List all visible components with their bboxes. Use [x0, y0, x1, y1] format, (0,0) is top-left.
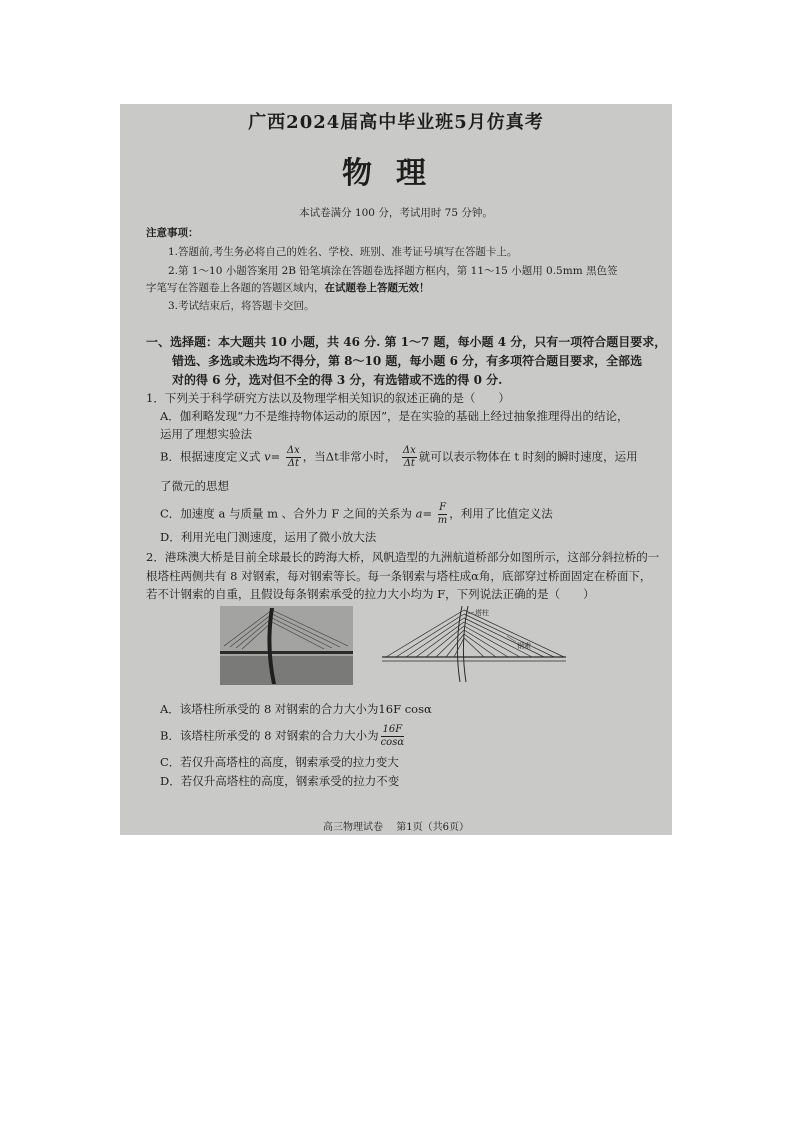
note-2b	[146, 280, 430, 295]
frac-numerator: 16F	[382, 724, 403, 735]
frac-numerator: Δx	[402, 445, 416, 456]
q1-b-pre: B．根据速度定义式	[160, 449, 261, 464]
note-2a: 2.第 1～10 小题答案用 2B 铅笔填涂在答题卷选择题方框内，第 11～15 小题用 0.5mm 黑色签	[168, 265, 618, 277]
q2-b-pre: B．该塔柱所承受的 8 对钢索的合力大小为	[160, 728, 379, 743]
frac-numerator: Δx	[286, 445, 300, 456]
q2-option-d: D．若仅升高塔柱的高度，钢索承受的拉力不变	[160, 774, 400, 788]
bridge-diagram	[382, 604, 572, 686]
q1-b-fraction	[286, 445, 301, 470]
bridge-photo	[220, 606, 353, 685]
frac-denominator: Δt	[403, 458, 415, 469]
q1-option-a-line2: 运用了理想实验法	[160, 427, 252, 441]
q2-stem-line2: 根塔柱两侧共有 8 对钢索，每对钢索等长。每一条钢索与塔柱成α角，底部穿过桥面固定在桥面下，	[146, 569, 652, 583]
subject-title: 物理	[342, 156, 450, 191]
bridge-diagram-drawing	[382, 604, 572, 686]
score-info: 本试卷满分 100 分，考试用时 75 分钟。	[299, 207, 493, 219]
label-cable: 钢索	[517, 642, 531, 650]
q1-b-post: 就可以表示物体在 t 时刻的瞬时速度，运用	[418, 449, 638, 464]
q1-c-fraction	[438, 502, 447, 527]
note-2b-text: 字笔写在答题卷上各题的答题区域内，	[146, 282, 325, 294]
frac-denominator: cosα	[380, 737, 405, 748]
q2-option-a: A．该塔柱所承受的 8 对钢索的合力大小为16F cosα	[160, 702, 432, 716]
q2-stem-line1: 2．港珠澳大桥是目前全球最长的跨海大桥，风帆造型的九洲航道桥部分如图所示，这部分斜拉桥的一	[146, 550, 660, 564]
q1-option-a-line1: A．伽利略发现“力不是维持物体运动的原因”，是在实验的基础上经过抽象推理得出的结论，	[160, 409, 629, 423]
q1-b-v: v	[264, 449, 271, 464]
q1-b-eq: =	[270, 449, 281, 464]
q1-option-b-line2: 了微元的思想	[160, 479, 229, 493]
frac-denominator: m	[437, 515, 448, 526]
bridge-photo-drawing	[220, 606, 353, 685]
q2-option-b	[160, 724, 406, 749]
q1-option-d: D．利用光电门测速度，运用了微小放大法	[160, 530, 377, 544]
q2-b-fraction	[381, 724, 405, 749]
q1-b-fraction-2	[402, 445, 417, 470]
q1-c-a: a	[415, 506, 423, 521]
q1-option-b-line1	[160, 445, 638, 470]
frac-numerator: F	[439, 502, 447, 513]
notes-heading: 注意事项：	[146, 227, 199, 239]
section-heading-line1: 一、选择题：本大题共 10 小题，共 46 分. 第 1～7 题，每小题 4 分，只有一项符合题目要求，	[146, 335, 667, 349]
frac-denominator: Δt	[287, 458, 299, 469]
section-heading-line2: 错选、多选或未选均不得分，第 8～10 题，每小题 6 分，有多项符合题目要求，全部选	[172, 354, 643, 368]
q1-c-post: ，利用了比值定义法	[449, 506, 553, 521]
exam-title: 广西2024届高中毕业班5月仿真考	[248, 112, 544, 133]
label-tower: 塔柱	[475, 609, 489, 617]
page-footer: 高三物理试卷 第1页（共6页）	[323, 822, 469, 833]
section-heading-line3: 对的得 6 分，选对但不全的得 3 分，有选错或不选的得 0 分.	[172, 373, 503, 387]
q1-c-pre: C．加速度 a 与质量 m 、合外力 F 之间的关系为	[160, 506, 412, 521]
note-2b-warning: 在试题卷上答题无效！	[324, 282, 430, 294]
q1-stem: 1．下列关于科学研究方法以及物理学相关知识的叙述正确的是（ ）	[146, 391, 510, 405]
q1-option-c	[160, 502, 553, 527]
exam-page	[120, 104, 672, 835]
q1-c-eq: =	[422, 506, 433, 521]
note-3: 3.考试结束后，将答题卡交回。	[168, 300, 315, 312]
q2-stem-line3: 若不计钢索的自重，且假设每条钢索承受的拉力大小均为 F，下列说法正确的是（ ）	[146, 587, 595, 601]
note-1: 1.答题前,考生务必将自己的姓名、学校、班别、准考证号填写在答题卡上。	[168, 246, 518, 258]
q1-b-mid: ，当Δt非常小时，	[302, 449, 397, 464]
q2-option-c: C．若仅升高塔柱的高度，钢索承受的拉力变大	[160, 755, 399, 769]
